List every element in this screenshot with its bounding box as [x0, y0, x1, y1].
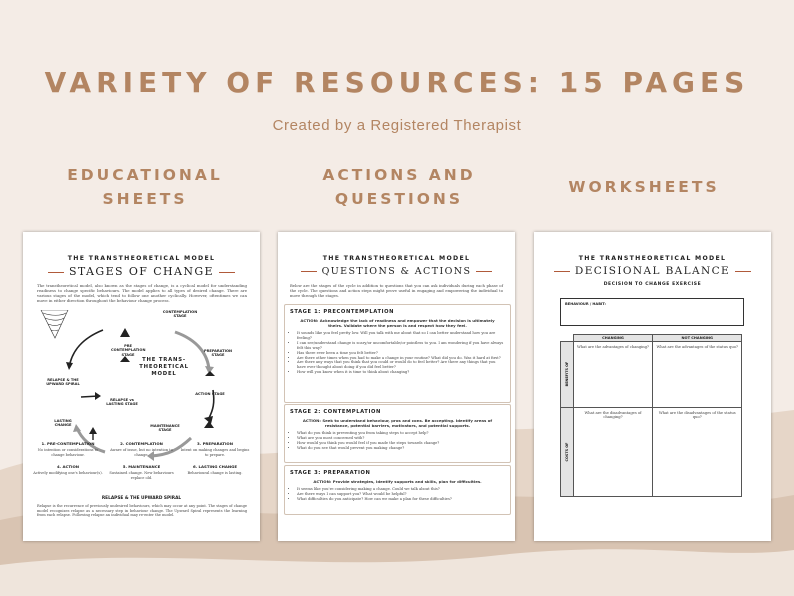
page-header: THE TRANSTHEORETICAL MODEL: [67, 255, 216, 262]
educational-sheet-page: [23, 232, 260, 541]
actions-questions-page: [278, 232, 515, 541]
definition-item: 2. CONTEMPLATION Aware of issue, but no intention to change.: [110, 441, 173, 457]
cell-advantages-changing[interactable]: What are the advantages of changing?: [573, 342, 653, 408]
page-header: THE TRANSTHEORETICAL MODEL: [578, 255, 727, 262]
stage-label-relapse-spiral: RELAPSE & THE UPWARD SPIRAL: [46, 378, 80, 387]
definition-item: 1. PRE-CONTEMPLATION No intention or considerations to change behaviour.: [37, 441, 99, 457]
stage-box-preparation: STAGE 3: PREPARATION ACTION: Provide strategies, identify supports and skills, plan for difficulties. • It seems like you're considering making a change. Could we talk about this? • Are there ways I can support you? What would be helpful? • What difficulties do you anticipate? How can we make a plan for these difficulties?: [284, 465, 511, 515]
cell-disadvantages-status-quo[interactable]: What are the disadvantages of the status quo?: [653, 407, 742, 496]
page-title: STAGES OF CHANGE: [23, 265, 260, 278]
page-title: DECISIONAL BALANCE: [534, 265, 771, 277]
stage-box-precontemplation: STAGE 1: PRECONTEMPLATION ACTION: Acknowledge the lack of readiness and empower that the decision is ultimately theirs. Validate where the person is and respect how they feel. • It sounds like you feel pretty low. Will you talk with me about that so I can better understand how you are feeling? • I can see/understand change is scary/or uncomfortable/or pointless to you. I am wondering if you have always felt this way? • Has there ever been a time you felt better? • Are there other times when you had to make a change in your routine? What did you do. Was it hard at first? • Are there any ways that you think that you could or would do to feel better? Are there any things that you have ever thought about doing if you did feel better? • How will you know when it is time to think about changing?: [284, 304, 511, 403]
stage-label-precontemplation: PRE CONTEMPLATION STAGE: [111, 344, 146, 357]
intro-text: Below are the stages of the cycle in addition to questions that you can ask individuals during each phase of the cycle. The questions and action steps might prove useful in engaging and empowering the individual to move through the stages.: [290, 283, 503, 298]
worksheet-page: [534, 232, 771, 541]
behaviour-field[interactable]: [560, 298, 744, 326]
definition-item: 4. ACTION Actively modifying one's behaviour(s).: [33, 464, 103, 475]
stage-definitions: [33, 441, 250, 481]
page-title: QUESTIONS & ACTIONS: [278, 266, 515, 277]
stage-label-relapse: RELAPSE vs LASTING STAGE: [106, 398, 138, 407]
header-changing: CHANGING: [573, 335, 653, 342]
definition-item: 5. MAINTENANCE Sustained change. New behaviours replace old.: [109, 464, 174, 480]
behaviour-label: BEHAVIOUR / HABIT:: [565, 302, 606, 306]
cell-advantages-status-quo[interactable]: What are the advantages of the status quo?: [653, 342, 742, 408]
intro-text: The transtheoretical model, also known as the stages of change, is a cyclical model for understanding readiness to change specific behaviours. The model applies to all types of desired change. There are various stages of the model, which tend to follow one another cyclically. However, oftentimes we can move in either direction throughout the behaviour change process.: [37, 283, 247, 303]
cell-disadvantages-changing[interactable]: What are the disadvantages of changing?: [573, 407, 653, 496]
hero-subtitle: Created by a Registered Therapist: [272, 117, 522, 134]
relapse-heading: RELAPSE & THE UPWARD SPIRAL: [101, 496, 182, 501]
hero-title: VARIETY OF RESOURCES: 15 PAGES: [44, 66, 750, 99]
stage-box-contemplation: STAGE 2: CONTEMPLATION ACTION: Seek to understand behaviour, pros and cons. Be accepting. Identify areas of resistance, potential barriers, motivators, and potential supports. • What do you think is preventing you from taking steps to accept help? • What are you most concerned with? • How would you think you would feel if you made the steps towards change? • What do you see that would prevent you making change?: [284, 404, 511, 463]
stage-label-action: ACTION STAGE: [195, 392, 225, 396]
header-not-changing: NOT CHANGING: [653, 335, 742, 342]
diagram-center-label: THE TRANS- THEORETICAL MODEL: [139, 357, 189, 377]
row-label-benefits: BENEFITS OF: [561, 342, 574, 408]
stage-label-lasting: LASTING CHANGE: [54, 419, 72, 428]
decisional-balance-table: [560, 334, 742, 497]
page-subtitle: DECISION TO CHANGE EXERCISE: [603, 282, 702, 287]
stage-label-contemplation: CONTEMPLATION STAGE: [162, 310, 198, 319]
relapse-text: Relapse is the recurrence of previously undesired behaviours, which may occur at any point. The stages of change model recognizes relapse as a necessary step in behaviour change. The Upward Spiral represents the learning from each relapse. Following relapse an individual may re-enter the model.: [37, 504, 247, 518]
column-heading-worksheets: WORKSHEETS: [568, 178, 720, 196]
column-heading-educational: EDUCATIONAL SHEETS: [67, 166, 223, 208]
definition-item: 6. LASTING CHANGE Behavioural change is lasting.: [187, 464, 243, 475]
stage-label-preparation: PREPARATION STAGE: [203, 349, 233, 358]
column-heading-actions: ACTIONS AND QUESTIONS: [322, 166, 476, 208]
definition-item: 3. PREPARATION Intent on making changes and begins to prepare.: [180, 441, 250, 457]
stage-label-maintenance: MAINTENANCE STAGE: [150, 424, 180, 433]
row-label-costs: COSTS OF: [561, 407, 574, 496]
page-header: THE TRANSTHEORETICAL MODEL: [322, 255, 471, 262]
